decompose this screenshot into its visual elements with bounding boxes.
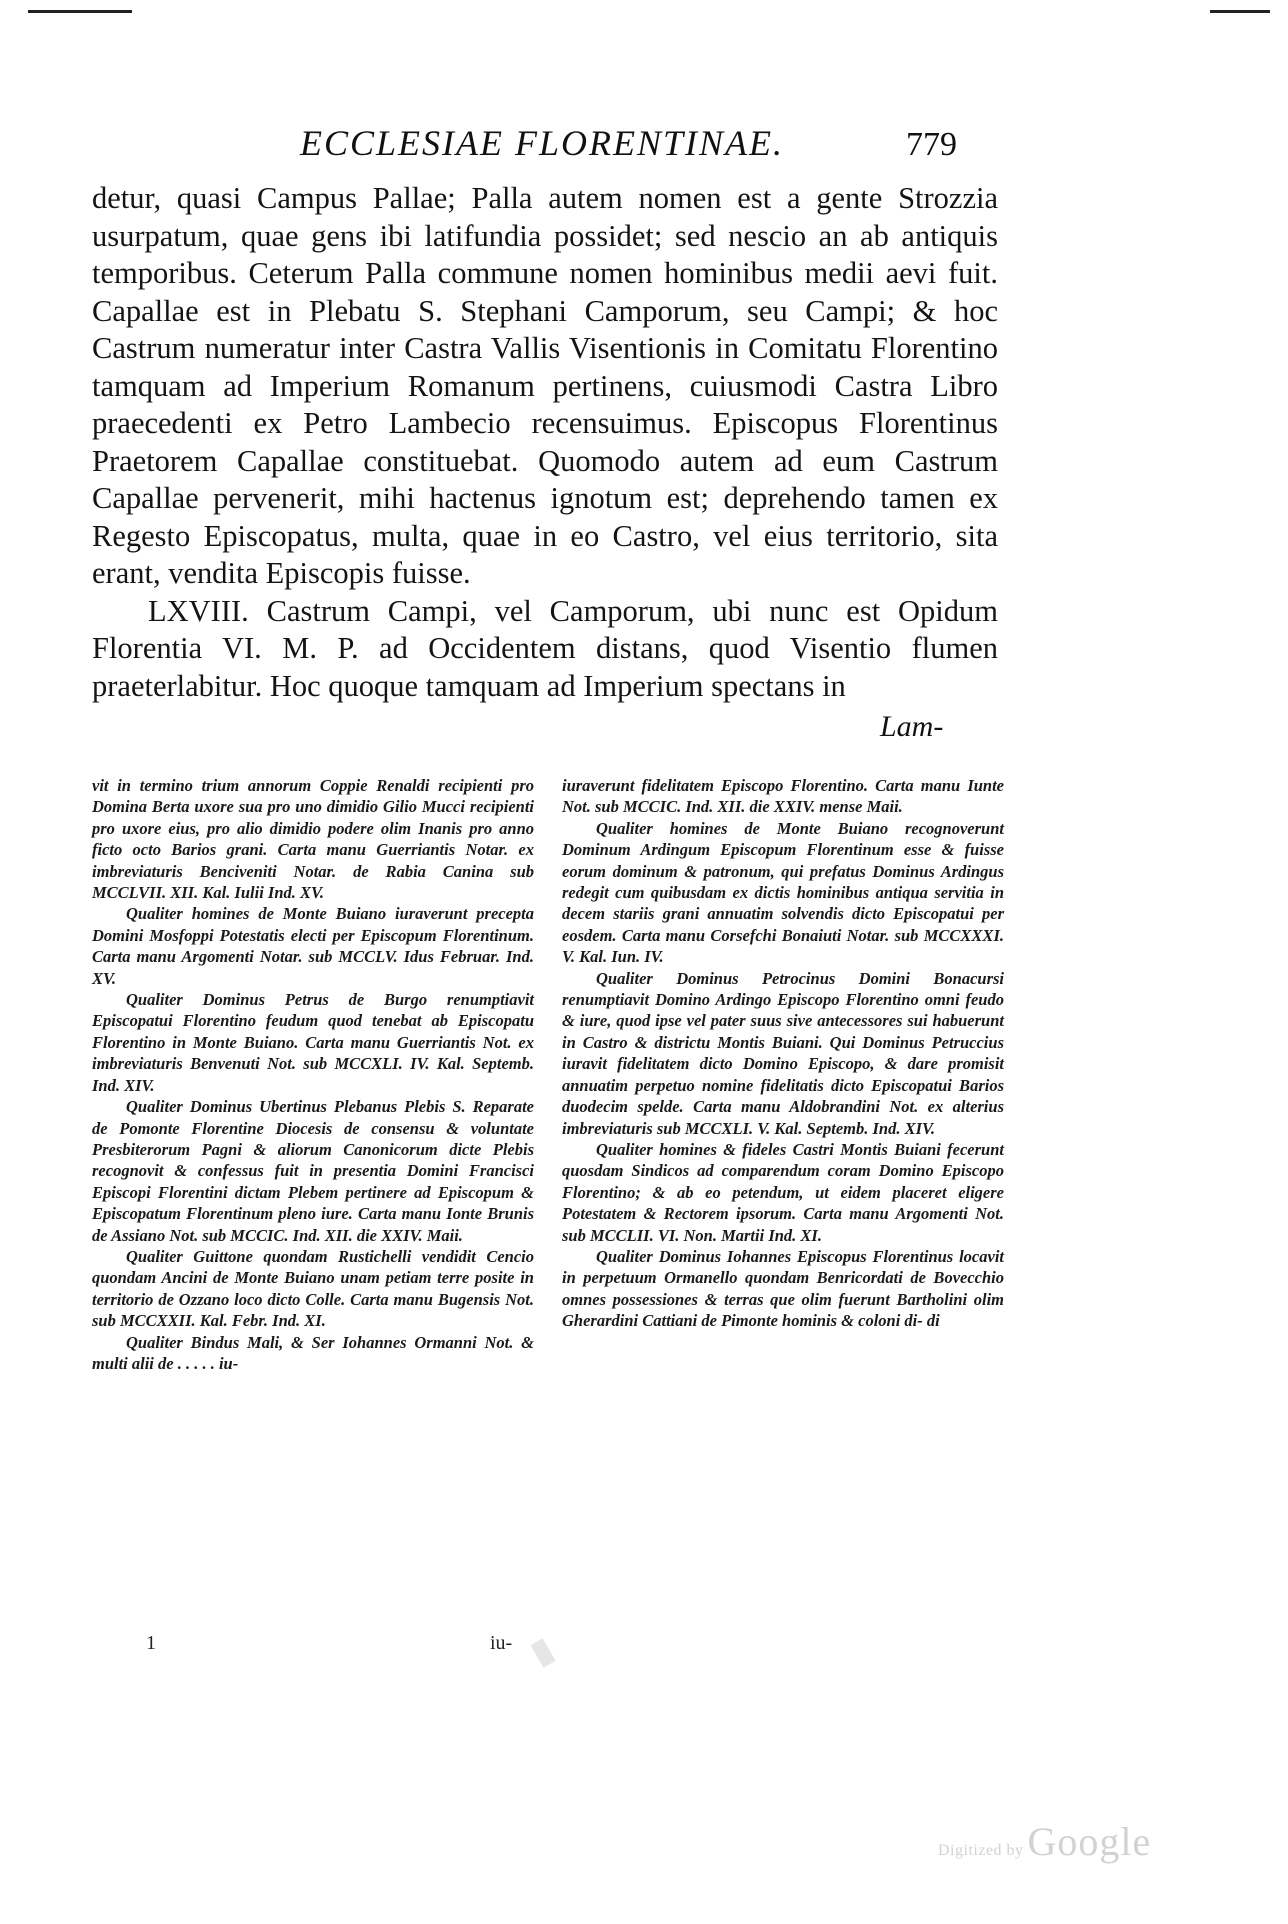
footnote-entry: iuraverunt fidelitatem Episcopo Florentino. Carta manu Iunte Not. sub MCCIC. Ind. XII. die XXIV. mense Maii. [562, 776, 1004, 817]
page-number: 779 [906, 126, 957, 163]
footnote-entry: Qualiter homines de Monte Buiano iuraverunt precepta Domini Mosfoppi Potestatis electi per Episcopum Florentinum. Carta manu Argomenti Notar. sub MCCLV. Idus Februar. Ind. XV. [92, 904, 534, 988]
main-paragraph-1: detur, quasi Campus Pallae; Palla autem nomen est a gente Strozzia usurpatum, quae gens ibi latifundia possidet; sed nescio an ab antiquis temporibus. Ceterum Palla commune nomen hominibus medii aevi fuit. Capallae est in Plebatu S. Stephani Camporum, seu Campi; & hoc Castrum numeratur inter Castra Vallis Visentionis in Comitatu Florentino tamquam ad Imperium Romanum pertinens, cuiusmodi Castra Libro praecedenti ex Petro Lambecio recensuimus. Episcopus Florentinus Praetorem Capallae constituebat. Quomodo autem ad eum Castrum Capallae pervenerit, mihi hactenus ignotum est; deprehendo tamen ex Regesto Episcopatus, multa, quae in eo Castro, vel eius territorio, sita erant, vendita Episcopis fuisse. [92, 181, 998, 590]
footnote-entry: Qualiter Bindus Mali, & Ser Iohannes Ormanni Not. & multi alii de . . . . . iu- [92, 1332, 534, 1373]
running-title: ECCLESIAE FLORENTINAE. [300, 123, 784, 163]
running-header [0, 122, 1288, 168]
footnote-entry: Qualiter Dominus Petrocinus Domini Bonacursi renumptiavit Domino Ardingo Episcopo Florentino omni feudo & iure, quod ipse vel pater suus sive antecessores sui habuerunt in Castro & districtu Montis Buiani. Qui Dominus Petruccius iuravit fidelitatem dicto Domino Episcopo, & dare promisit annuatim perpetuo nomine fidelitatis dicto Episcopatui Barios duodecim spelde. Carta manu Aldobrandini Not. ex alterius imbreviaturis sub MCCXLI. V. Kal. Septemb. Ind. XIV. [562, 968, 1004, 1138]
bottom-mark-left: 1 [146, 1632, 156, 1654]
main-paragraph-2: LXVIII. Castrum Campi, vel Camporum, ubi nunc est Opidum Florentia VI. M. P. ad Occidentem distans, quod Visentio flumen praeterlabitur. Hoc quoque tamquam ad Imperium spectans in [92, 593, 998, 703]
footnote-entry: vit in termino trium annorum Coppie Renaldi recipienti pro Domina Berta uxore sua pro uno dimidio Gilio Mucci recipienti pro uxore eius, pro alio dimidio podere olim Inanis pro anno ficto octo Barios grani. Carta manu Guerriantis Notar. ex imbreviaturis Benciveniti Notar. de Rabia Canina sub MCCLVII. XII. Kal. Iulii Ind. XV. [92, 776, 534, 903]
watermark-prefix: Digitized by [938, 1842, 1024, 1859]
footnote-column-left [92, 775, 534, 1374]
top-rule-right [1210, 10, 1270, 13]
footnote-entry: Qualiter Dominus Ubertinus Plebanus Plebis S. Reparate de Pomonte Florentine Diocesis de consensu & voluntate Presbiterorum Pagni & aliorum Canonicorum dicte Plebis recognovit & confessus fuit in presentia Domini Francisci Episcopi Florentini dictam Plebem pertinere ad Episcopum & Episcopatum Florentinum pleno iure. Carta manu Ionte Brunis de Assiano Not. sub MCCIC. Ind. XII. die XXIV. Maii. [92, 1097, 534, 1245]
bottom-mark-middle: iu- [490, 1632, 513, 1654]
google-logo: Google [1027, 1819, 1152, 1864]
footnote-entry: Qualiter homines de Monte Buiano recognoverunt Dominum Ardingum Episcopum Florentinum esse & fuisse eorum dominum & patronum, qui prefatus Dominus Ardingus redegit cum quibusdam ex dictis hominibus antiqua servitia in decem stariis grani annuatim solvendis dicto Episcopatui per eosdem. Carta manu Corsefchi Bonaiuti Notar. sub MCCXXXI. V. Kal. Iun. IV. [562, 818, 1004, 967]
footnote-entry: Qualiter Guittone quondam Rustichelli vendidit Cencio quondam Ancini de Monte Buiano unam petiam terre posite in territorio de Ozzano loco dicto Colle. Carta manu Bugensis Not. sub MCCXXII. Kal. Febr. Ind. XI. [92, 1246, 534, 1331]
scan-smudge [530, 1638, 555, 1668]
digitized-watermark [938, 1818, 1151, 1865]
main-text [92, 180, 998, 705]
footnote-entry: Qualiter homines & fideles Castri Montis Buiani fecerunt quosdam Sindicos ad comparendum coram Domino Episcopo Florentino; & ab eo petendum, ut eidem placeret eligere Potestatem & Rectorem ipsorum. Carta manu Argomenti Not. sub MCCLII. VI. Non. Martii Ind. XI. [562, 1139, 1004, 1245]
catchword: Lam- [880, 710, 944, 743]
footnote-column-right [562, 775, 1004, 1332]
footnote-entry: Qualiter Dominus Iohannes Episcopus Florentinus locavit in perpetuum Ormanello quondam Benricordati de Bovecchio omnes possessiones & terras que olim fuerunt Bartholini olim Gherardini Cattiani de Pimonte hominis & coloni di- di [562, 1246, 1004, 1331]
top-rule-left [28, 10, 132, 13]
footnote-entry: Qualiter Dominus Petrus de Burgo renumptiavit Episcopatui Florentino feudum quod tenebat ab Episcopatu Florentino in Monte Buiano. Carta manu Guerriantis Not. ex imbreviaturis Benvenuti Not. sub MCCXLI. IV. Kal. Septemb. Ind. XIV. [92, 990, 534, 1095]
